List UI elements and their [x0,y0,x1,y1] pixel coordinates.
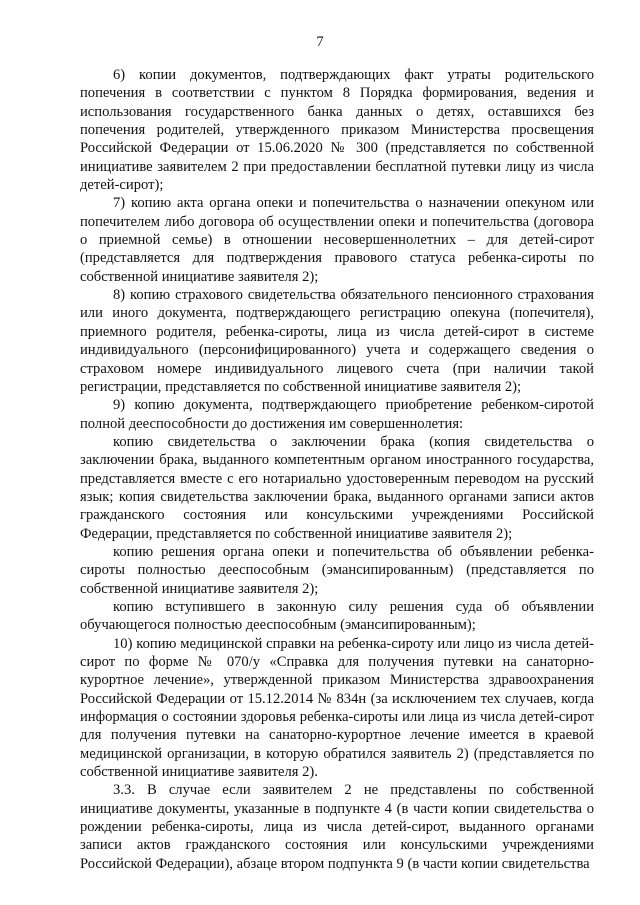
paragraph-9-court-decision: копию вступившего в законную силу решения суда об объявлении обучающегося полностью дееспособным (эмансипированным); [80,598,594,634]
paragraph-3-3: 3.3. В случае если заявителем 2 не представлены по собственной инициативе документы, указанные в подпункте 4 (в части копии свидетельства о рождении ребенка-сироты, лица из числа детей-сирот, выданного органами записи актов гражданского состояния или консульскими учреждениями Российской Федерации), абзаце втором подпункта 9 (в части копии свидетельства [80,782,594,872]
paragraph-9-emancipation-decision: копию решения органа опеки и попечительства об объявлении ребенка-сироты полностью дееспособным (эмансипированным) (представляется по собственной инициативе заявителя 2); [80,543,594,597]
paragraph-7: 7) копию акта органа опеки и попечительства о назначении опекуном или попечителем либо договора об осуществлении опеки и попечительства (договора о приемной семье) в отношении несовершеннолетних – для детей-сирот (представляется для подтверждения правового статуса ребенка-сироты по собственной инициативе заявителя 2); [80,195,594,285]
paragraph-10: 10) копию медицинской справки на ребенка-сироту или лицо из числа детей-сирот по форме № 070/у «Справка для получения путевки на санаторно-курортное лечение», утвержденной приказом Министерства здравоохранения Российской Федерации от 15.12.2014 № 834н (за исключением тех случаев, когда информация о состоянии здоровья ребенка-сироты или лица из числа детей-сирот для получения путевки на санаторно-курортное лечение имеется в краевой медицинской организации, в которую обратился заявитель 2) (представляется по собственной инициативе заявителя 2). [80,635,594,781]
page-number: 7 [316,34,324,50]
paragraph-6: 6) копии документов, подтверждающих факт утраты родительского попечения в соответствии с пунктом 8 Порядка формирования, ведения и использования государственного банка данных о детях, оставшихся без попечения родителей, утвержденного приказом Министерства просвещения Российской Федерации от 15.06.2020 № 300 (представляется по собственной инициативе заявителем 2 при предоставлении бесплатной путевки лицу из числа детей-сирот); [80,67,594,194]
paragraph-9: 9) копию документа, подтверждающего приобретение ребенком-сиротой полной дееспособности до достижения им совершеннолетия: [80,397,594,432]
paragraph-9-marriage-certificate: копию свидетельства о заключении брака (копия свидетельства о заключении брака, выданного компетентным органом иностранного государства, представляется вместе с его нотариально удостоверенным переводом на русский язык; копия свидетельства заключении брака, выданного органами записи актов гражданского состояния или консульскими учреждениями Российской Федерации, представляется по собственной инициативе заявителя 2); [80,433,594,542]
paragraph-8: 8) копию страхового свидетельства обязательного пенсионного страхования или иного документа, подтверждающего регистрацию опекуна (попечителя), приемного родителя, ребенка-сироты, лица из числа детей-сирот в системе индивидуального (персонифицированного) учета и содержащего сведения о страховом номере индивидуального лицевого счета (при наличии такой регистрации, представляется по собственной инициативе заявителя 2); [80,287,594,395]
document-body [80,66,594,873]
